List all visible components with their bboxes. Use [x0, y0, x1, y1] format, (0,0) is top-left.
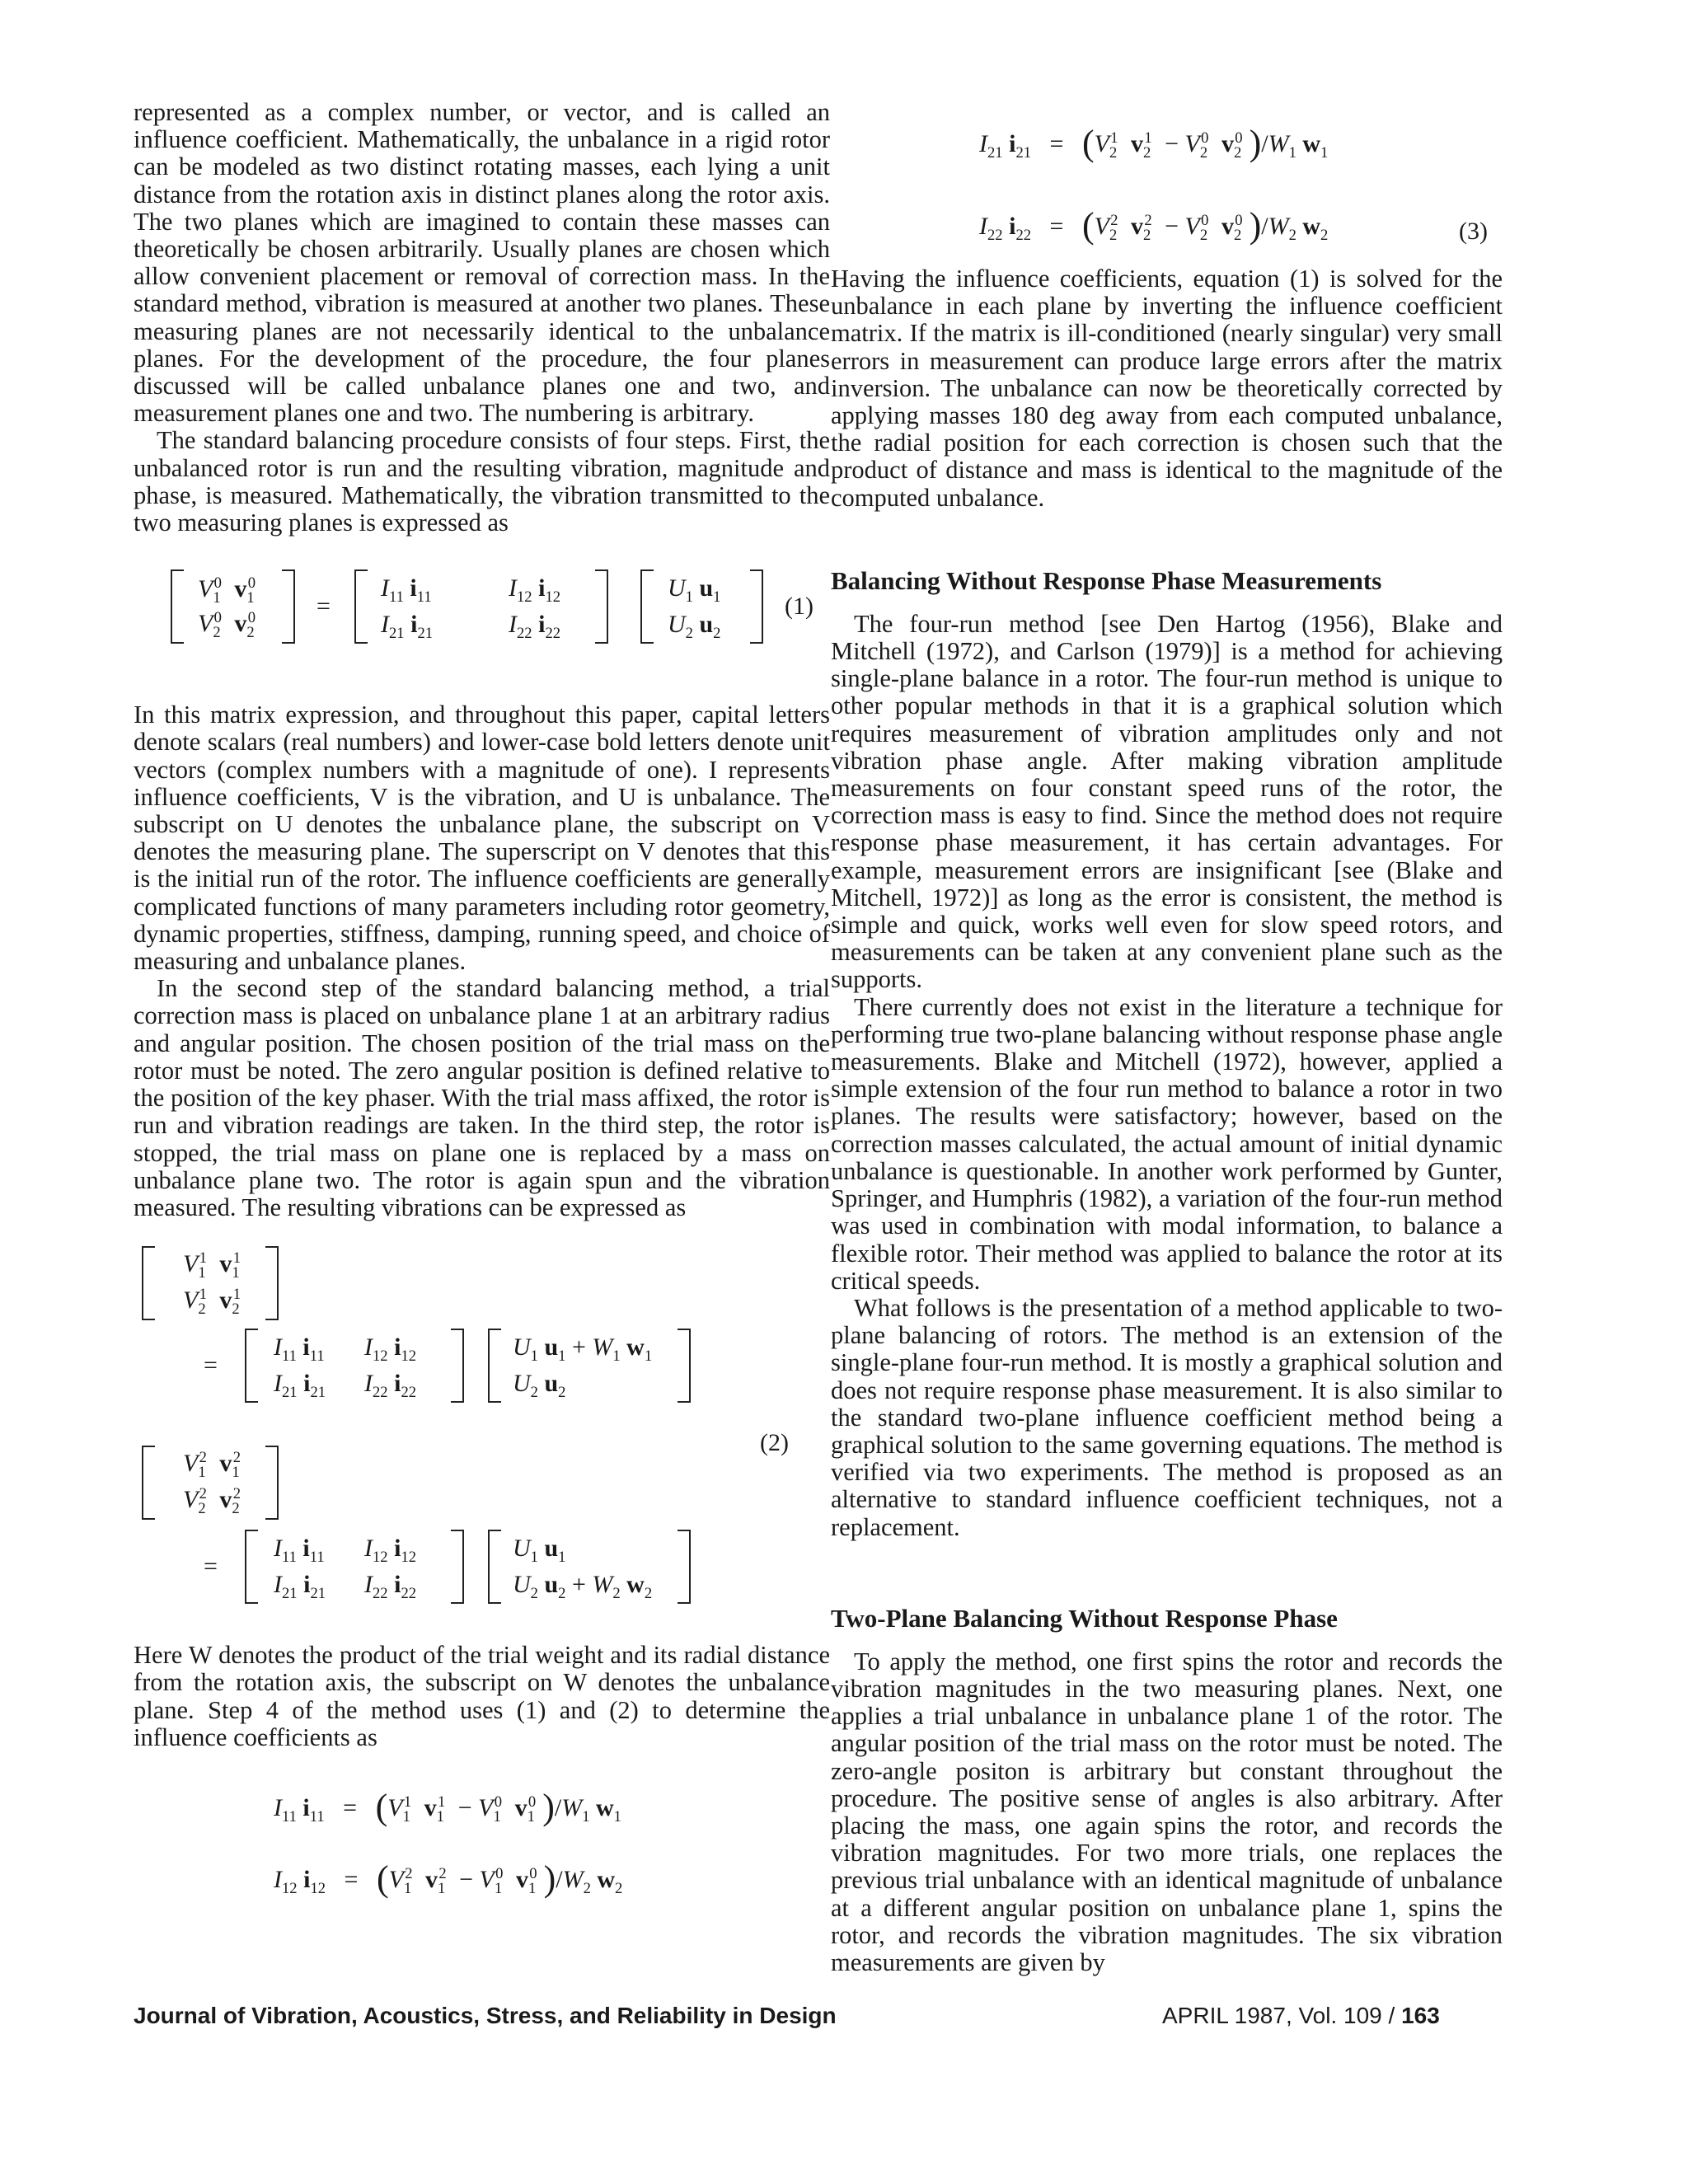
page-number: 163	[1401, 2003, 1440, 2028]
bracket	[245, 1530, 258, 1604]
bracket	[488, 1329, 501, 1403]
bracket	[142, 1446, 155, 1520]
bracket	[354, 569, 368, 644]
bracket	[142, 1246, 155, 1320]
paragraph: Having the influence coefficients, equation (1) is solved for the unbalance in each plane by inverting the influence coefficient matrix. If the matrix is ill-conditioned (nearly singular) very small errors in measurement can produce large errors after the matrix inversion. The unbalance can now be theoretically corrected by applying masses 180 deg away from each computed unbalance, the radial position for each correction is chosen such that the product of distance and mass is identical to the magnitude of the computed unbalance.	[831, 265, 1503, 512]
equation-number: (3)	[1459, 218, 1488, 245]
bracket	[245, 1329, 258, 1403]
equation-2: $V_1^1$ $v_1^1$ $V_2^1$ $v_2^1$ = $I_{11}$ $i_{11}$ $I_{12}$ $i_{12}$ $I_{21}$ $i_{21}$ $I_{22}$ $i_{22}$ $U_1$ $u_1 + W_1$ $w_1$ $U_2$ $u_2$ (2) $V_1^2$ $v_1^2$ $V_2^2$ $v_2^2$ = $I_{11}$ $i_{11}$ $I_{12}$ $i_{12}$ $I_{21}$ $i_{21}$ $I_{22}$ $i_{22}$ $U_1$ $u_1$ $U_2$ $u_2 + W_2$ $w_2$	[134, 1246, 830, 1642]
bracket	[750, 569, 763, 644]
paragraph: The four-run method [see Den Hartog (1956), Blake and Mitchell (1972), and Carlson (1979)] is a method for achieving single-plane balance in a rotor. The four-run method is unique to other popular methods in that it is a graphical solution which requires measurement of vibration amplitudes only and not vibration phase angle. After making vibration amplitude measurements on four constant speed runs of the rotor, the correction mass is easy to find. Since the method does not require response phase measurement, it has certain advantages. For example, measurement errors are insignificant [see (Blake and Mitchell, 1972)] as long as the error is consistent, the method is simple and quick, works well even for slow speed rotors, and measurements can be taken at any convenient plane such as the supports.	[831, 609, 1503, 994]
paragraph: The standard balancing procedure consists of four steps. First, the unbalanced rotor is run and the resulting vibration, magnitude and phase, is measured. Mathematically, the vibration transmitted to the two measuring planes is expressed as	[134, 426, 830, 537]
paragraph: In this matrix expression, and throughout this paper, capital letters denote scalars (real numbers) and lower-case bold letters denote unit vectors (complex numbers with a magnitude of one). I represents influence coefficients, V is the vibration, and U is unbalance. The subscript on U denotes the unbalance plane, the subscript on V denotes the measuring plane. The superscript on V denotes that this is the initial run of the rotor. The influence coefficients are generally complicated functions of many parameters including rotor geometry, dynamic properties, stiffness, damping, running speed, and choice of measuring and unbalance planes.	[134, 701, 830, 976]
equation-3: $I_{21}$ $i_{21} = (V_2^1$ $v_2^1 - V_2^0$ $v_2^0$ )$/W_1$ $w_1$ $I_{22}$ $i_{22} = (V_2^2$ $v_2^2 - V_2^0$ $v_2^0$ )$/W_2$ $w_2$ (3)	[979, 123, 1488, 246]
bracket	[282, 569, 295, 644]
issue-info	[1162, 2003, 1440, 2029]
bracket	[451, 1329, 464, 1403]
equation-number: (2)	[760, 1429, 789, 1457]
equation-number: (1)	[785, 593, 814, 621]
paragraph: Here W denotes the product of the trial weight and its radial distance from the rotation axis, the subscript on W denotes the unbalance plane. Step 4 of the method uses (1) and (2) to determine the influence coefficients as	[134, 1641, 830, 1751]
bracket	[595, 569, 608, 644]
bracket	[451, 1530, 464, 1604]
bracket	[265, 1246, 279, 1320]
bracket	[265, 1446, 279, 1520]
paragraph: In the second step of the standard balancing method, a trial correction mass is placed on unbalance plane 1 at an arbitrary radius and angular position. The chosen position of the trial mass on the rotor must be noted. The zero angular position is defined relative to the position of the key phaser. With the trial mass affixed, the rotor is run and vibration readings are taken. In the third step, the rotor is stopped, the trial mass on plane one is replaced by a mass on unbalance plane two. The rotor is again spun and the vibration measured. The resulting vibrations can be expressed as	[134, 974, 830, 1221]
paragraph: There currently does not exist in the literature a technique for performing true two-plane balancing without response phase angle measurements. Blake and Mitchell (1972), however, applied a simple extension of the four run method to balance a rotor in two planes. The results were satisfactory; however, based on the correction masses calculated, the actual amount of initial dynamic unbalance is questionable. In another work performed by Gunter, Springer, and Humphris (1982), a variation of the four-run method was used in combination with modal information, to balance a flexible rotor. Their method was applied to balance the rotor at its critical speeds.	[831, 992, 1503, 1295]
paragraph: What follows is the presentation of a method applicable to two-plane balancing of rotors. The method is an extension of the single-plane four-run method. It is mostly a graphical solution and does not require response phase measurement. It is also similar to the standard two-plane influence coefficient method being a graphical solution to the same governing equations. The method is verified via two experiments. The method is proposed as an alternative to standard influence coefficient techniques, not a replacement.	[831, 1293, 1503, 1541]
bracket	[678, 1530, 691, 1604]
section-heading: Balancing Without Response Phase Measurements	[831, 565, 1382, 595]
equation-1: $V_1^0$ $v_1^0$ $V_2^0$ $v_2^0$ = $I_{11}$ $i_{11}$ $I_{12}$ $i_{12}$ $I_{21}$ $i_{21}$ $I_{22}$ $i_{22}$ $U_1$ $u_1$ $U_2$ $u_2$ (1)	[134, 569, 830, 701]
issue-label: APRIL 1987, Vol. 109 /	[1162, 2003, 1402, 2028]
equation-influence-1: $I_{11}$ $i_{11} = (V_1^1$ $v_1^1 - V_1^0$ $v_1^0$ )$/W_1$ $w_1$ $I_{12}$ $i_{12} = (V_1^2$ $v_1^2 - V_1^0$ $v_1^0$ )$/W_2$ $w_2$	[274, 1786, 623, 1899]
left-column	[134, 99, 830, 1916]
bracket	[171, 569, 184, 644]
bracket	[678, 1329, 691, 1403]
journal-title: Journal of Vibration, Acoustics, Stress, and Reliability in Design	[134, 2003, 837, 2028]
bracket	[488, 1530, 501, 1604]
paragraph: represented as a complex number, or vector, and is called an influence coefficient. Mathematically, the unbalance in a rigid rotor can be modeled as two distinct rotating masses, each lying a unit distance from the rotation axis in distinct planes along the rotor axis. The two planes which are imagined to contain these masses can theoretically be chosen arbitrarily. Usually planes are chosen which allow convenient placement or removal of correction mass. In the standard method, vibration is measured at another two planes. These measuring planes are not necessarily identical to the unbalance planes. For the development of the procedure, the four planes discussed will be called unbalance planes one and two, and measurement planes one and two. The numbering is arbitrary.	[134, 98, 830, 428]
paragraph: To apply the method, one first spins the rotor and records the vibration magnitudes in the two measuring planes. Next, one applies a trial unbalance in unbalance plane 1 of the rotor. The angular position of the trial mass on the rotor must be noted. The zero-angle positon is arbitrary but constant throughout the procedure. The positive sense of angles is also arbitrary. After placing the mass, one again spins the rotor, and records the vibration magnitudes. For two more trials, one replaces the previous trial unbalance with an identical magnitude of unbalance at a different angular position on unbalance plane 1, spins the rotor, and records the vibration magnitudes. The six vibration measurements are given by	[831, 1647, 1503, 1976]
right-column	[831, 99, 1503, 1976]
section-heading: Two-Plane Balancing Without Response Phase	[831, 1603, 1338, 1633]
bracket	[640, 569, 654, 644]
